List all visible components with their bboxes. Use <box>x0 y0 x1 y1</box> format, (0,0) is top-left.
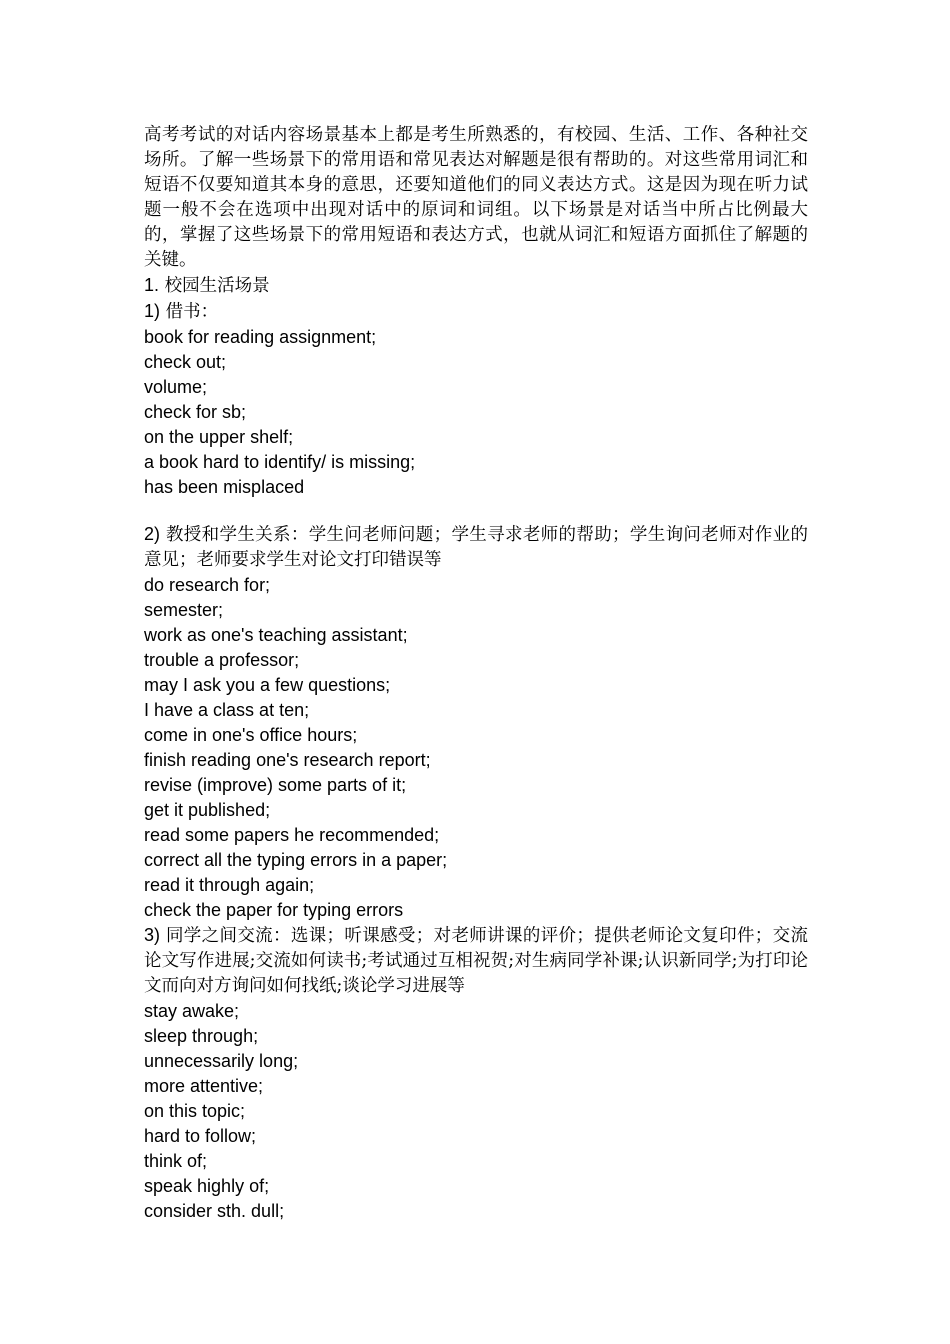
phrase-item: do research for; <box>144 575 271 595</box>
phrase-item: hard to follow; <box>144 1126 257 1146</box>
phrase-item: finish reading one's research report; <box>144 750 431 770</box>
section-title: 校园生活场景 <box>164 276 270 296</box>
phrase-item: read some papers he recommended; <box>144 825 440 845</box>
phrase-item: consider sth. dull; <box>144 1201 285 1221</box>
phrase-item: a book hard to identify/ is missing; <box>144 452 416 472</box>
phrase-list-2 <box>144 573 808 923</box>
phrase-item: trouble a professor; <box>144 650 300 670</box>
phrase-item: on this topic; <box>144 1101 246 1121</box>
phrase-item: unnecessarily long; <box>144 1051 299 1071</box>
phrase-item: book for reading assignment; <box>144 327 377 347</box>
phrase-item: I have a class at ten; <box>144 700 310 720</box>
phrase-item: work as one's teaching assistant; <box>144 625 408 645</box>
phrase-item: correct all the typing errors in a paper; <box>144 850 448 870</box>
phrase-item: check out; <box>144 352 227 372</box>
subsection-title: 借书： <box>165 302 219 322</box>
phrase-item: stay awake; <box>144 1001 240 1021</box>
subsection-heading-3 <box>144 923 808 999</box>
blank-line <box>144 500 808 522</box>
phrase-item: read it through again; <box>144 875 315 895</box>
subsection-number: 2) <box>144 524 161 544</box>
subsection-heading-1 <box>144 299 808 325</box>
section-number: 1. <box>144 275 160 295</box>
subsection-title: 同学之间交流：选课；听课感受；对老师讲课的评价；提供老师论文复印件；交流论文写作进展;交流如何读书;考试通过互相祝贺;对生病同学补课;认识新同学;为打印论文而向对方询问如何找纸;谈论学习进展等 <box>144 926 808 996</box>
subsection-number: 3) <box>144 925 161 945</box>
phrase-item: has been misplaced <box>144 477 305 497</box>
phrase-item: check for sb; <box>144 402 247 422</box>
phrase-item: speak highly of; <box>144 1176 270 1196</box>
phrase-item: get it published; <box>144 800 271 820</box>
phrase-item: think of; <box>144 1151 208 1171</box>
phrase-item: volume; <box>144 377 208 397</box>
phrase-item: come in one's office hours; <box>144 725 358 745</box>
phrase-item: on the upper shelf; <box>144 427 294 447</box>
phrase-item: semester; <box>144 600 224 620</box>
phrase-list-3 <box>144 999 808 1224</box>
phrase-item: sleep through; <box>144 1026 259 1046</box>
phrase-list-1 <box>144 325 808 500</box>
subsection-heading-2 <box>144 522 808 573</box>
phrase-item: check the paper for typing errors <box>144 900 404 920</box>
document-page <box>144 123 808 1224</box>
subsection-number: 1) <box>144 301 161 321</box>
phrase-item: more attentive; <box>144 1076 264 1096</box>
intro-paragraph: 高考考试的对话内容场景基本上都是考生所熟悉的，有校园、生活、工作、各种社交场所。了解一些场景下的常用语和常见表达对解题是很有帮助的。对这些常用词汇和短语不仅要知道其本身的意思，还要知道他们的同义表达方式。这是因为现在听力试题一般不会在选项中出现对话中的原词和词组。以下场景是对话当中所占比例最大的，掌握了这些场景下的常用短语和表达方式，也就从词汇和短语方面抓住了解题的关键。 <box>144 125 808 270</box>
subsection-title: 教授和学生关系：学生问老师问题；学生寻求老师的帮助；学生询问老师对作业的意见；老师要求学生对论文打印错误等 <box>144 525 808 570</box>
section-heading <box>144 273 808 299</box>
phrase-item: may I ask you a few questions; <box>144 675 391 695</box>
phrase-item: revise (improve) some parts of it; <box>144 775 407 795</box>
